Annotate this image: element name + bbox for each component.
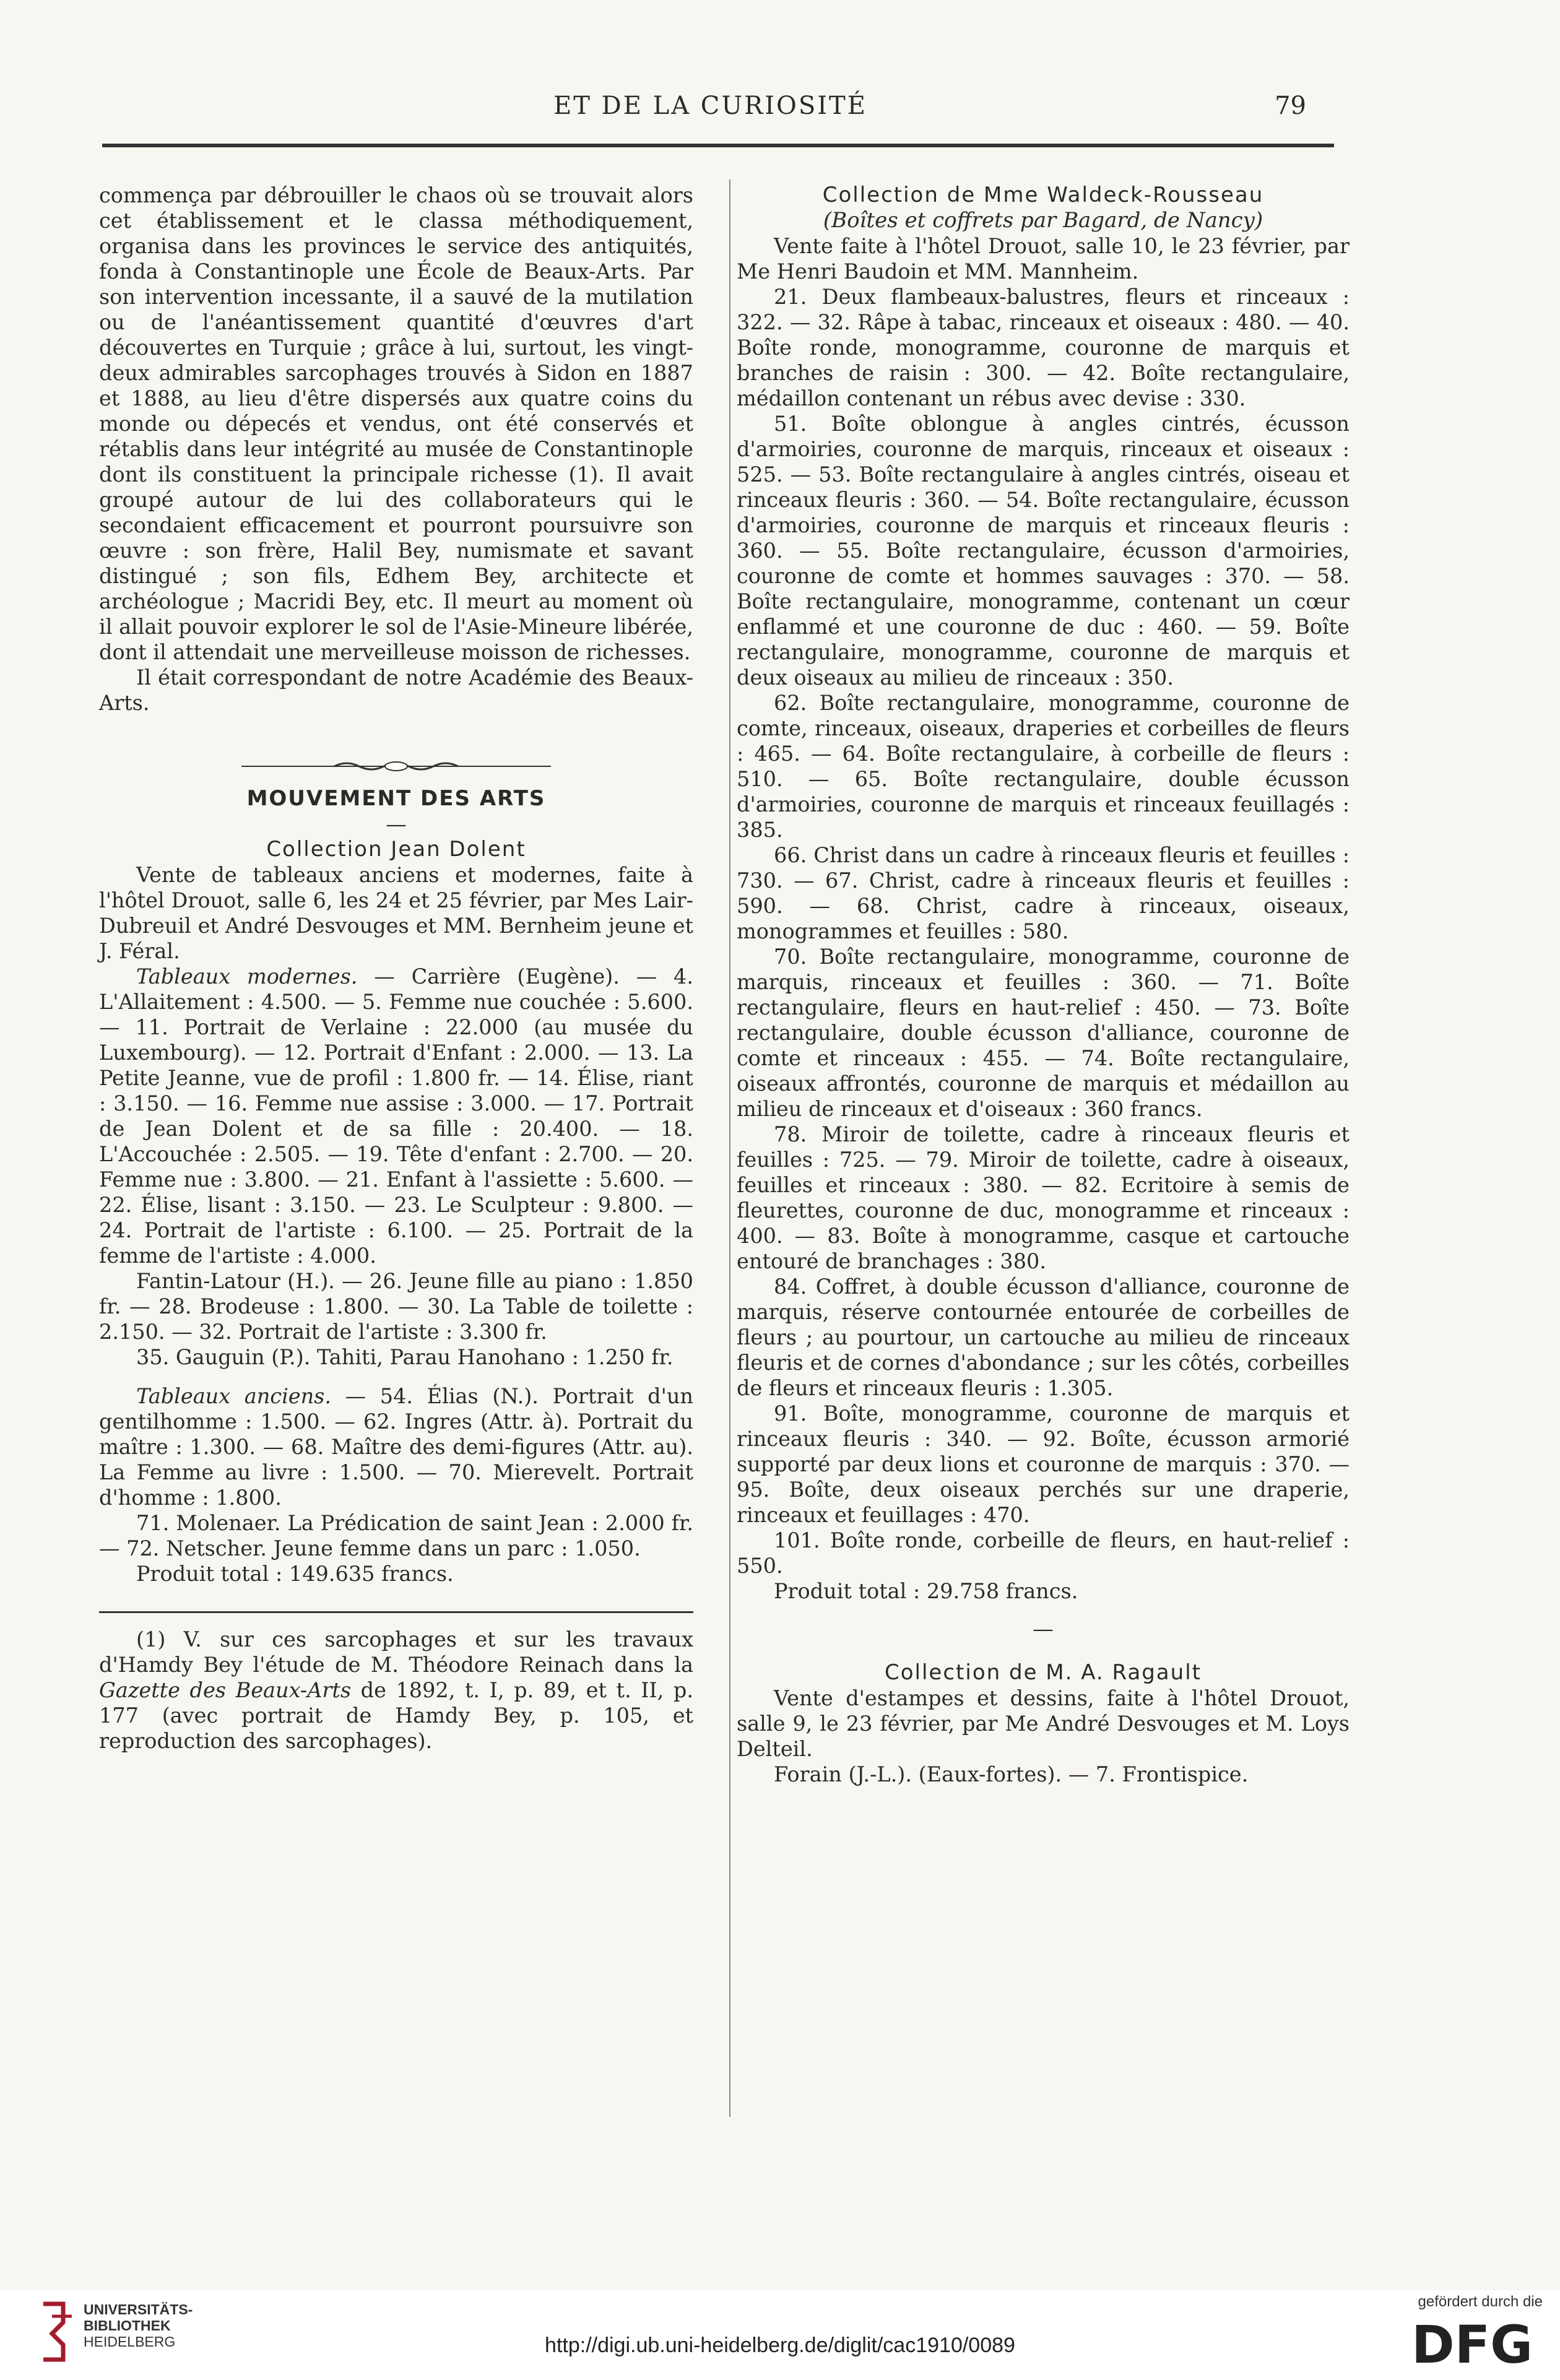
lot-paragraph: 91. Boîte, monogramme, couronne de marquis et rinceaux fleuris : 340. — 92. Boîte, écusson armorié supporté par deux lions et couronne de marquis : 370. — 95. Boîte, deux oiseaux perchés sur une draperie, rinceaux et feuillages : 470. xyxy=(737,1401,1350,1527)
dfg-logo-text: DFG xyxy=(1411,2318,1533,2368)
collection-subtitle: (Boîtes et coffrets par Bagard, de Nancy) xyxy=(823,208,1263,233)
section-title: MOUVEMENT DES ARTS xyxy=(246,786,546,811)
footnote-rule xyxy=(99,1611,693,1613)
running-title: ET DE LA CURIOSITÉ xyxy=(553,92,867,120)
fantin-latour: Fantin-Latour (H.). — 26. Jeune fille au piano : 1.850 fr. — 28. Brodeuse : 1.800. — 30. La Table de toilette : 2.150. — 32. Portrait de l'artiste : 3.300 fr. xyxy=(99,1269,693,1344)
collection-title: Collection de Mme Waldeck-Rousseau xyxy=(822,183,1264,207)
right-column xyxy=(737,183,1350,1787)
left-column xyxy=(99,183,693,1754)
ancient-label: Tableaux anciens. xyxy=(136,1384,332,1408)
ornament-divider xyxy=(99,759,693,774)
gauguin: 35. Gauguin (P.). Tahiti, Parau Hanohano : 1.250 fr. xyxy=(136,1345,674,1369)
sale-intro: Vente faite à l'hôtel Drouot, salle 10, le 23 février, par Me Henri Baudoin et MM. Mannheim. xyxy=(737,234,1350,283)
column-divider xyxy=(729,180,730,2117)
lot-paragraph: 70. Boîte rectangulaire, monogramme, couronne de marquis, rinceaux et feuilles : 360. — 71. Boîte rectangulaire, fleurs en haut-relief : 450. — 73. Boîte rectangulaire, double écusson d'alliance, couronne de comte et rinceaux : 455. — 74. Boîte rectangulaire, oiseaux affrontés, couronne de marquis et médaillon au milieu de rinceaux et d'oiseaux : 360 francs. xyxy=(737,945,1350,1121)
lot-paragraph: 66. Christ dans un cadre à rinceaux fleuris et feuilles : 730. — 67. Christ, cadre à rinceaux fleuris et feuilles : 590. — 68. Christ, cadre à rinceaux, oiseaux, monogrammes et feuilles : 580. xyxy=(737,843,1350,943)
footnote xyxy=(99,1627,693,1754)
section-dash: — xyxy=(1033,1617,1054,1641)
ancient-paintings xyxy=(99,1383,693,1510)
header-rule xyxy=(102,144,1334,147)
lot-paragraph: 84. Coffret, à double écusson d'alliance, couronne de marquis, réserve contournée entourée de corbeilles de fleurs ; au pourtour, un cartouche au milieu de rinceaux fleuris et de cornes d'abondance ; sur les côtés, corbeilles de fleurs et rinceaux fleuris : 1.305. xyxy=(737,1274,1350,1400)
footnote-text-end: de 1892, t. I, p. 89, et t. II, p. 177 (avec portrait de Hamdy Bey, p. 105, et reproduction des sarcophages). xyxy=(99,1678,693,1753)
lot-paragraph: 51. Boîte oblongue à angles cintrés, écusson d'armoiries, couronne de marquis, rinceaux et oiseaux : 525. — 53. Boîte rectangulaire à angles cintrés, oiseau et rinceaux fleuris : 360. — 54. Boîte rectangulaire, écusson d'armoiries, couronne de marquis et rinceaux fleuris : 360. — 55. Boîte rectangulaire, écusson d'armoiries, couronne de comte et hommes sauvages : 370. — 58. Boîte rectangulaire, monogramme, contenant un cœur enflammé et une couronne de duc : 460. — 59. Boîte rectangulaire, monogramme, couronne de marquis et deux oiseaux au milieu de rinceaux : 350. xyxy=(737,412,1350,690)
footnote-journal: Gazette des Beaux-Arts xyxy=(99,1678,352,1702)
page-number: 79 xyxy=(1275,92,1306,120)
lot-paragraph: Forain (J.-L.). (Eaux-fortes). — 7. Frontispice. xyxy=(774,1762,1249,1786)
uni-line: UNIVERSITÄTS- xyxy=(84,2301,193,2317)
total: Produit total : 149.635 francs. xyxy=(136,1562,454,1586)
lot-paragraph: 101. Boîte ronde, corbeille de fleurs, en haut-relief : 550. xyxy=(737,1528,1350,1578)
sale-intro: Vente d'estampes et dessins, faite à l'hôtel Drouot, salle 9, le 23 février, par Me André Desvouges et M. Loys Delteil. xyxy=(737,1686,1350,1761)
footnote-text: (1) V. sur ces sarcophages et sur les travaux d'Hamdy Bey l'étude de M. Théodore Reinach dans la xyxy=(99,1627,693,1677)
total: Produit total : 29.758 francs. xyxy=(774,1579,1078,1603)
uni-line: BIBLIOTHEK xyxy=(84,2317,171,2334)
paragraph: commença par débrouiller le chaos où se trouvait alors cet établissement et le classa méthodiquement, organisa dans les provinces le service des antiquités, fonda à Constantinople une École de Beaux-Arts. Par son intervention incessante, il a sauvé de la mutilation ou de l'anéantissement quantité d'œuvres d'art découvertes en Turquie ; grâce à lui, surtout, les vingt-deux admirables sarcophages trouvés à Sidon en 1887 et 1888, au lieu d'être dispersés aux quatre coins du monde ou dépecés et vendus, ont été conservés et rétablis dans leur intégrité au musée de Constantinople dont ils constituent la principale richesse (1). Il avait groupé autour de lui des collaborateurs qui le secondaient efficacement et pourront poursuivre son œuvre : son frère, Halil Bey, numismate et savant distingué ; son fils, Edhem Bey, architecte et archéologue ; Macridi Bey, etc. Il meurt au moment où il allait pouvoir explorer le sol de l'Asie-Mineure libérée, dont il attendait une merveilleuse moisson de richesses. xyxy=(99,183,693,664)
collection-title: Collection Jean Dolent xyxy=(266,837,526,862)
sale-intro: Vente de tableaux anciens et modernes, faite à l'hôtel Drouot, salle 6, les 24 et 25 février, par Mes Lair-Dubreuil et André Desvouges et MM. Bernheim jeune et J. Féral. xyxy=(99,863,693,963)
lot-paragraph: 62. Boîte rectangulaire, monogramme, couronne de comte, rinceaux, oiseaux, draperies et corbeilles de fleurs : 465. — 64. Boîte rectangulaire, à corbeille de fleurs : 510. — 65. Boîte rectangulaire, double écusson d'armoiries, couronne de marquis et rinceaux feuillagés : 385. xyxy=(737,691,1350,842)
funding-caption: gefördert durch die xyxy=(1418,2293,1543,2310)
uni-line: HEIDELBERG xyxy=(84,2334,176,2350)
dfg-logo-icon[interactable] xyxy=(1411,2318,1541,2368)
modern-label: Tableaux modernes. xyxy=(136,964,358,989)
modern-paintings xyxy=(99,964,693,1268)
molenaer: 71. Molenaer. La Prédication de saint Jean : 2.000 fr. — 72. Netscher. Jeune femme dans un parc : 1.050. xyxy=(99,1511,693,1560)
paragraph: Il était correspondant de notre Académie des Beaux-Arts. xyxy=(99,665,693,715)
lot-paragraph: 78. Miroir de toilette, cadre à rinceaux fleuris et feuilles : 725. — 79. Miroir de toilette, cadre à oiseaux, feuilles et rinceaux : 380. — 82. Ecritoire à semis de fleurettes, couronne de duc, monogramme et rinceaux : 400. — 83. Boîte à monogramme, casque et cartouche entouré de branchages : 380. xyxy=(737,1122,1350,1273)
collection-title: Collection de M. A. Ragault xyxy=(885,1660,1202,1685)
running-header xyxy=(102,92,1319,129)
section-dash: — xyxy=(386,812,407,836)
spacer xyxy=(99,1370,693,1383)
ancient-text: — 54. Élias (N.). Portrait d'un gentilhomme : 1.500. — 62. Ingres (Attr. à). Portrait du maître : 1.300. — 68. Maître des demi-figures (Attr. au). La Femme au livre : 1.500. — 70. Mierevelt. Portrait d'homme : 1.800. xyxy=(99,1384,693,1510)
permalink-url[interactable]: http://digi.ub.uni-heidelberg.de/diglit/cac1910/0089 xyxy=(545,2334,1015,2357)
ornament-flourish xyxy=(241,759,551,774)
modern-text: — Carrière (Eugène). — 4. L'Allaitement : 4.500. — 5. Femme nue couchée : 5.600. — 11. Portrait de Verlaine : 22.000 (au musée du Luxembourg). — 12. Portrait d'Enfant : 2.000. — 13. La Petite Jeanne, vue de profil : 1.800 fr. — 14. Élise, riant : 3.150. — 16. Femme nue assise : 3.000. — 17. Portrait de Jean Dolent et de sa fille : 20.400. — 18. L'Accouchée : 2.505. — 19. Tête d'enfant : 2.700. — 20. Femme nue : 3.800. — 21. Enfant à l'assiette : 5.600. — 22. Élise, lisant : 3.150. — 23. Le Sculpteur : 9.800. — 24. Portrait de l'artiste : 6.100. — 25. Portrait de la femme de l'artiste : 4.000. xyxy=(99,964,693,1268)
lot-paragraph: 21. Deux flambeaux-balustres, fleurs et rinceaux : 322. — 32. Râpe à tabac, rinceaux et oiseaux : 480. — 40. Boîte ronde, monogramme, couronne de marquis et branches de raisin : 300. — 42. Boîte rectangulaire, médaillon contenant un rébus avec devise : 330. xyxy=(737,285,1350,410)
